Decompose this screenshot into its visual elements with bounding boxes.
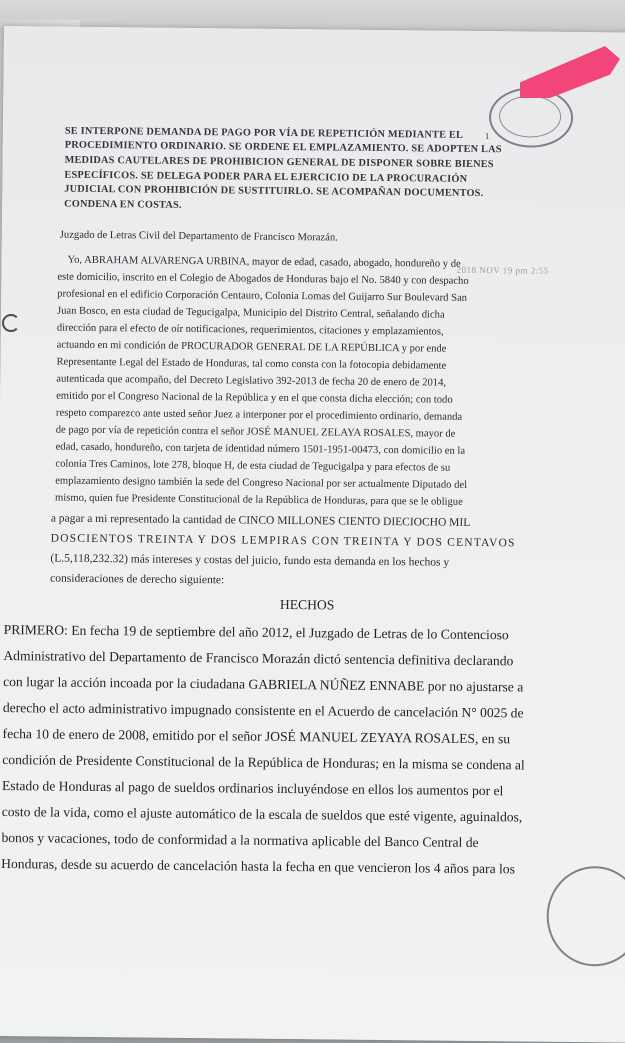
- body-line: este domicilio, inscrito en el Colegio de Abogados de Honduras bajo el No. 5840 y con despacho: [57, 271, 469, 287]
- body-line: a pagar a mi representado la cantidad de CINCO MILLONES CIENTO DIECIOCHO MIL: [50, 512, 471, 529]
- document-page: [0, 26, 625, 1043]
- body-line: edad, casado, hondureño, con tarjeta de identidad número 1501-1951-00473, con domicilio en la: [55, 441, 466, 457]
- body-line: emplazamiento designo también la sede del Congreso Nacional por ser actualmente Diputado del: [55, 475, 468, 491]
- body-line: colonia Tres Caminos, lote 278, bloque H, de esta ciudad de Tegucigalpa y para efectos de su: [55, 458, 451, 474]
- body-line: condición de Presidente Constitucional de la República de Honduras; en la misma se condena al: [2, 752, 525, 773]
- body-line: dirección para el efecto de oír notificaciones, requerimientos, citaciones y emplazamientos,: [56, 322, 444, 338]
- header-line: SE INTERPONE DEMANDA DE PAGO POR VÍA DE REPETICIÓN MEDIANTE EL: [64, 125, 464, 141]
- body-line: Administrativo del Departamento de Francisco Morazán dictó sentencia definitiva declarando: [3, 648, 514, 669]
- body-line: Estado de Honduras al pago de sueldos ordinarios incluyéndose en ellos los aumentos por el: [1, 778, 504, 799]
- header-line: MEDIDAS CAUTELARES DE PROHIBICION GENERAL DE DISPONER SOBRE BIENES: [64, 154, 494, 171]
- body-line: con lugar la acción incoada por la ciudadana GABRIELA NÚÑEZ ENNABE por no ajustarse a: [3, 674, 524, 695]
- header-line: JUDICIAL CON PROHIBICIÓN DE SUSTITUIRLO. SE ACOMPAÑAN DOCUMENTOS.: [64, 183, 484, 200]
- section-title: HECHOS: [279, 596, 335, 613]
- body-line: Honduras, desde su acuerdo de cancelación hasta la fecha en que vencieron los 4 años para los: [1, 856, 515, 877]
- body-line: fecha 10 de enero de 2008, emitido por el señor JOSÉ MANUEL ZEYAYA ROSALES, en su: [2, 726, 511, 747]
- seal-stamp-right-icon: [546, 866, 625, 967]
- body-line: Juan Bosco, en esta ciudad de Tegucigalpa, Municipio del Distrito Central, señalando dicha: [56, 305, 445, 321]
- header-line: CONDENA EN COSTAS.: [64, 198, 182, 211]
- body-line: derecho el acto administrativo impugnado consistente en el Acuerdo de cancelación N° 0025 de: [2, 700, 524, 721]
- court-addressee: Juzgado de Letras Civil del Departamento de Francisco Morazán.: [59, 229, 338, 244]
- body-line: actuando en mi condición de PROCURADOR GENERAL DE LA REPÚBLICA y por ende: [56, 339, 447, 355]
- body-line: consideraciones de derecho siguiente:: [50, 572, 225, 587]
- body-line: de pago por vía de repetición contra el señor JOSÉ MANUEL ZELAYA ROSALES, mayor de: [55, 424, 456, 440]
- body-line: mismo, quien fue Presidente Constitucional de la República de Honduras, para que se le obligue: [55, 492, 463, 508]
- page-number: 1: [484, 131, 490, 142]
- body-line: autenticada que acompaño, del Decreto Legislativo 392-2013 de fecha 20 de enero de 2014,: [56, 373, 447, 389]
- body-line: DOSCIENTOS TREINTA Y DOS LEMPIRAS CON TREINTA Y DOS CENTAVOS: [50, 532, 516, 550]
- header-line: PROCEDIMIENTO ORDINARIO. SE ORDENE EL EMPLAZAMIENTO. SE ADOPTEN LAS: [64, 139, 502, 156]
- body-line: Representante Legal del Estado de Honduras, tal como consta con la fotocopia debidamente: [56, 356, 447, 372]
- received-stamp-text: 2018 NOV 19 pm 2:55: [456, 264, 549, 276]
- binder-hole-icon: [2, 314, 20, 332]
- body-line: profesional en el edificio Corporación Centauro, Colonia Lomas del Guijarro Sur Boulevard San: [57, 288, 468, 304]
- body-line: (L.5,118,232.32) más intereses y costas del juicio, fundo esta demanda en los hechos y: [50, 552, 450, 569]
- body-line: costo de la vida, como el ajuste automático de la escala de sueldos que esté vigente, aguinaldos,: [1, 804, 523, 825]
- body-line: bonos y vacaciones, todo de conformidad a la normativa aplicable del Banco Central de: [1, 830, 479, 851]
- header-line: ESPECÍFICOS. SE DELEGA PODER PARA EL EJERCICIO DE LA PROCURACIÓN: [64, 169, 468, 185]
- body-line: emitido por el Congreso Nacional de la República y en el que consta dicha elección; con todo: [56, 390, 453, 406]
- body-line: PRIMERO: En fecha 19 de septiembre del año 2012, el Juzgado de Letras de lo Contencioso: [3, 622, 509, 643]
- body-line: Yo, ABRAHAM ALVARENGA URBINA, mayor de edad, casado, abogado, hondureño y de: [67, 254, 461, 270]
- body-line: respeto comparezco ante usted señor Juez a interponer por el procedimiento ordinario, demanda: [55, 407, 463, 423]
